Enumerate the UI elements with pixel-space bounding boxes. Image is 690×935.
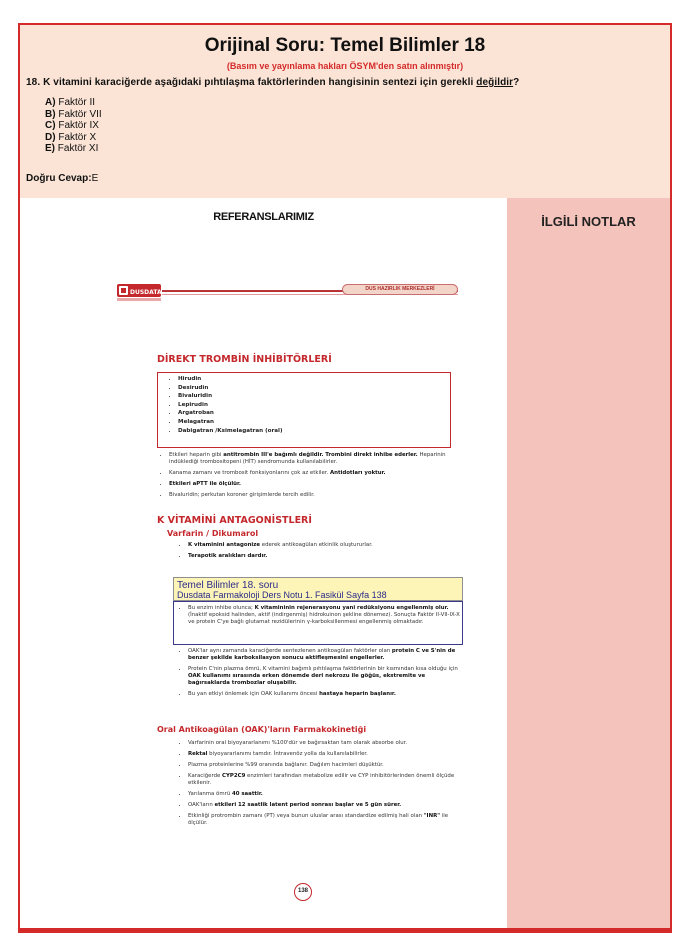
- correct-answer: [26, 173, 98, 184]
- copyright-note: (Basım ve yayınlama hakları ÖSYM'den satın alınmıştır): [226, 61, 464, 71]
- direct-thrombin-notes: [169, 452, 459, 503]
- section-title-direct-thrombin: DİREKT TROMBİN İNHİBİTÖRLERİ: [157, 354, 332, 365]
- callout-question-ref: Temel Bilimler 18. soru: [177, 580, 279, 591]
- notes-column: [507, 198, 670, 931]
- drug-item: • Argatroban: [178, 409, 450, 418]
- bullet-item: • Yarılanma ömrü 40 saattir.: [188, 791, 463, 798]
- drug-item: • Lepirudin: [178, 401, 450, 410]
- document-frame: [18, 23, 672, 931]
- drug-item: • Hirudin: [178, 375, 450, 384]
- bullet-item: • Etkileri heparin gibi antitrombin III'e bağımlı değildir. Trombini direkt inhibe ederler. Heparinin indüklediği trombositopeni (HİT) sendromunda kullanılabilirler.: [169, 452, 459, 466]
- bullet-item: • Karaciğerde CYP2C9 enzimleri tarafından metabolize edilir ve CYP inhibitörlerinden önemli ölçüde etkilenir.: [188, 773, 463, 787]
- question-number: 18.: [26, 77, 41, 88]
- book-page-image: [110, 278, 480, 908]
- option-e: E) Faktör XI: [45, 143, 99, 154]
- bullet-item: • Plazma proteinlerine %99 oranında bağlanır. Dağılım hacimleri düşüktür.: [188, 762, 463, 769]
- dusdata-logo: [116, 282, 164, 303]
- drug-item: • Melagatran: [178, 418, 450, 427]
- subsection-title-warfarin: Varfarin / Dikumarol: [167, 529, 259, 538]
- question-emphasis: değildir: [476, 77, 514, 88]
- bullet-item: • Etkinliği protrombin zamanı (PT) veya bunun uluslar arası standardize edilmiş hali olan "INR" ile ölçülür.: [188, 813, 463, 827]
- pharmacokinetics-notes: [188, 740, 463, 831]
- references-column: [20, 198, 507, 931]
- drug-list-box: [157, 372, 451, 448]
- question-text: [26, 77, 666, 88]
- section-title-vitamin-k: K VİTAMİNİ ANTAGONİSTLERİ: [157, 515, 312, 526]
- bullet-item: • Bivaluridin; perkutan koroner girişimlerde tercih edilir.: [169, 492, 459, 499]
- drug-item: • Desirudin: [178, 384, 450, 393]
- bullet-item: • Protein C'nin plazma ömrü, K vitamini bağımlı pıhtılaşma faktörlerinin bir kısmından kısa olduğu için OAK kullanımı sırasında erken dönemde deri nekrozu ile göğüs, ekstremite ve bağırsaklarda trombozlar oluşabilir.: [188, 666, 463, 687]
- option-c: C) Faktör IX: [45, 120, 99, 131]
- answer-value: E: [91, 173, 99, 184]
- bullet-item: • OAK'lar aynı zamanda karaciğerde sentezlenen antikoagülan faktörler olan protein C ve S'nin de benzer şekilde karboksilasyon sonucu aktifleşmesini engellerler.: [188, 648, 463, 662]
- bottom-accent-bar: [18, 928, 672, 933]
- bullet-item: • Bu enzim inhibe olunca; K vitamininin rejenerasyonu yani redüksiyonu engellenmiş olur. (İnaktif epoksid halinden, aktif (indirgenmiş) hidrokuinon şekline dönemez). Sonuçta Faktör II-VII-IX-X ve protein C'ye bağlı glutamat rezidülerinin γ-karboksillenmesi engellenmiş olmaktadır.: [188, 605, 460, 626]
- option-b: B) Faktör VII: [45, 108, 102, 120]
- svg-text:DUSDATA: DUSDATA: [130, 289, 162, 296]
- highlighted-passage: [173, 601, 463, 645]
- warfarin-notes: [188, 542, 463, 564]
- bullet-item: • Kanama zamanı ve trombosit fonksiyonlarını çok az etkiler. Antidotları yoktur.: [169, 470, 459, 477]
- bullet-item: • Varfarinin oral biyoyararlanımı %100'dür ve bağırsaktan tam olarak absorbe olur.: [188, 740, 463, 747]
- bullet-item: • Etkileri aPTT ile ölçülür.: [169, 481, 459, 488]
- question-stem: K vitamini karaciğerde aşağıdaki pıhtılaşma faktörlerinden hangisinin sentezi için gerekli: [43, 77, 474, 88]
- bullet-item: • OAK'ların etkileri 12 saatlik latent period sonrası başlar ve 5 gün sürer.: [188, 802, 463, 809]
- bullet-item: • K vitaminini antagonize ederek antikoagülan etkinlik oluştururlar.: [188, 542, 463, 549]
- protein-c-notes: [188, 648, 463, 702]
- bullet-item: • Rektal biyoyararlanımı tamdır. İntravenöz yolla da kullanılabilirler.: [188, 751, 463, 758]
- header-pill: DUS HAZIRLIK MERKEZLERİ: [342, 284, 458, 295]
- question-panel: [20, 25, 670, 198]
- drug-item: • Bivaluridin: [178, 392, 450, 401]
- question-mark: ?: [513, 77, 520, 88]
- notes-title: İLGİLİ NOTLAR: [541, 214, 636, 229]
- answer-options: [45, 97, 102, 155]
- reference-callout: [173, 577, 463, 601]
- option-d: D) Faktör X: [45, 131, 97, 143]
- question-title: Orijinal Soru: Temel Bilimler 18: [204, 35, 486, 56]
- option-a: A) Faktör II: [45, 97, 96, 108]
- section-title-pharmacokinetics: Oral Antikoagülan (OAK)'ların Farmakokinetiği: [157, 725, 367, 734]
- bullet-item: • Bu yan etkiyi önlemek için OAK kullanımı öncesi hastaya heparin başlanır.: [188, 691, 463, 698]
- drug-item: • Dabigatran /Ksimelagatran (oral): [178, 427, 450, 436]
- references-title: REFERANSLARIMIZ: [213, 211, 314, 223]
- answer-label: Doğru Cevap:: [26, 173, 92, 184]
- callout-source-ref: Dusdata Farmakoloji Ders Notu 1. Fasikül Sayfa 138: [177, 590, 387, 600]
- page-number: 138: [294, 883, 312, 901]
- bullet-item: • Terapotik aralıkları dardır.: [188, 553, 463, 560]
